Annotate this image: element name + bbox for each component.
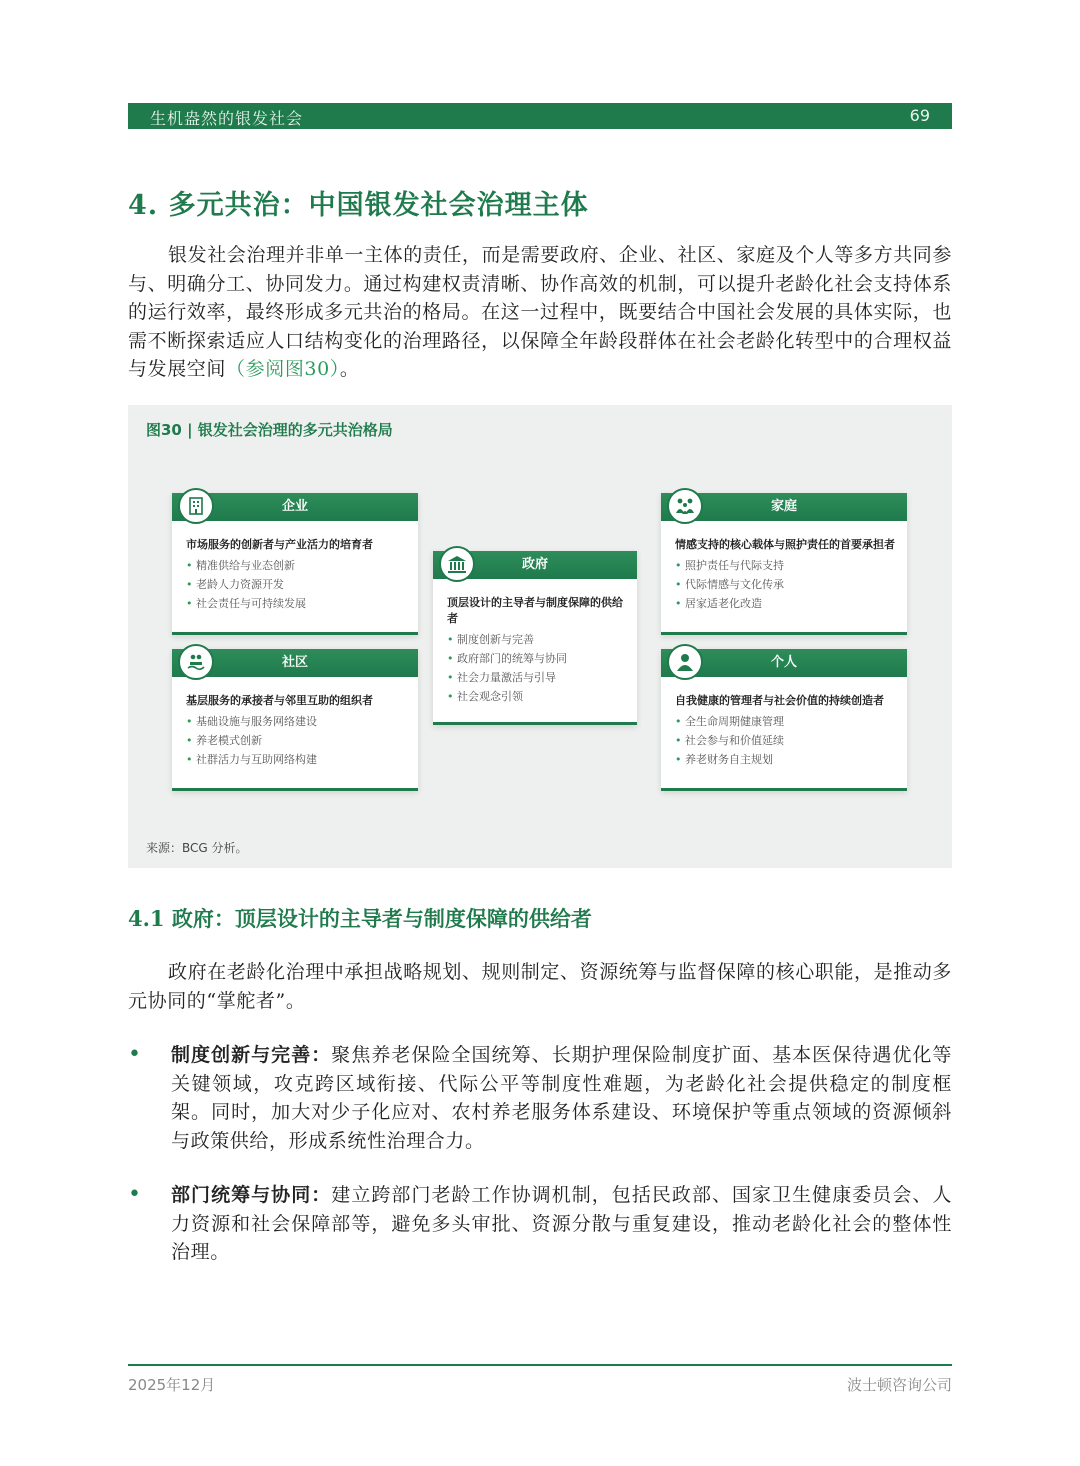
subsection-intro-text: 政府在老龄化治理中承担战略规划、规则制定、资源统筹与监督保障的核心职能，是推动多元协同的“掌舵者”。: [128, 961, 953, 1012]
card-community: [172, 649, 418, 791]
running-header-title: 生机盎然的银发社会: [150, 109, 304, 128]
card-community-title: 社区: [172, 649, 418, 677]
card-government-title: 政府: [433, 551, 637, 579]
list-item: • 照护责任与代际支持: [675, 556, 897, 575]
bullet-dot-icon: •: [128, 1042, 141, 1067]
list-item: • 社会参与和价值延续: [675, 731, 897, 750]
figure-source: 来源：BCG 分析。: [146, 841, 248, 855]
list-item: • 代际情感与文化传承: [675, 575, 897, 594]
footer-date: 2025年12月: [128, 1376, 216, 1394]
subsection-title: 4.1 政府：顶层设计的主导者与制度保障的供给者: [128, 906, 592, 931]
page-number: 69: [909, 106, 930, 125]
card-enterprise-list: [186, 556, 408, 613]
family-icon: [667, 488, 703, 524]
intro-end: 。: [339, 358, 360, 381]
list-item: • 养老模式创新: [186, 731, 408, 750]
person-icon: [667, 644, 703, 680]
list-item: • 社会观念引领: [447, 687, 627, 706]
list-item: • 老龄人力资源开发: [186, 575, 408, 594]
card-community-body: [186, 693, 408, 769]
bullet-text: [171, 1181, 952, 1267]
list-item: • 全生命周期健康管理: [675, 712, 897, 731]
figure-30: [128, 405, 952, 868]
card-community-list: [186, 712, 408, 769]
bullet-label: 制度创新与完善：: [171, 1044, 332, 1066]
community-hand-icon: [178, 644, 214, 680]
list-item: • 社群活力与互助网络构建: [186, 750, 408, 769]
list-item: • 精准供给与业态创新: [186, 556, 408, 575]
figure-title: 图30 | 银发社会治理的多元共治格局: [146, 421, 393, 439]
list-item: • 制度创新与完善: [447, 630, 627, 649]
figure-reference-link[interactable]: （参阅图30）: [226, 358, 340, 381]
building-icon: [178, 488, 214, 524]
card-individual-list: [675, 712, 897, 769]
card-community-lead: 基层服务的承接者与邻里互助的组织者: [186, 694, 373, 707]
list-item: • 居家适老化改造: [675, 594, 897, 613]
card-individual-lead: 自我健康的管理者与社会价值的持续创造者: [675, 694, 884, 707]
card-government: [433, 551, 637, 725]
card-family-title: 家庭: [661, 493, 907, 521]
card-enterprise: [172, 493, 418, 635]
card-enterprise-title: 企业: [172, 493, 418, 521]
footer-company: 波士顿咨询公司: [846, 1376, 952, 1394]
list-item: • 养老财务自主规划: [675, 750, 897, 769]
intro-text: 银发社会治理并非单一主体的责任，而是需要政府、企业、社区、家庭及个人等多方共同参与、明确分工、协同发力。通过构建权责清晰、协作高效的机制，可以提升老龄化社会支持体系的运行效率，最终形成多元共治的格局。在这一过程中，既要结合中国社会发展的具体实际，也需不断探索适应人口结构变化的治理路径，以保障全年龄段群体在社会老龄化转型中的合理权益与发展空间: [128, 244, 953, 381]
list-item: • 社会力量激活与引导: [447, 668, 627, 687]
section-title: 4. 多元共治：中国银发社会治理主体: [128, 190, 589, 221]
card-enterprise-body: [186, 537, 408, 613]
subsection-intro-paragraph: [128, 958, 952, 1015]
card-government-lead: 顶层设计的主导者与制度保障的供给者: [447, 596, 623, 625]
card-family: [661, 493, 907, 635]
bullet-dot-icon: •: [128, 1182, 141, 1207]
government-building-icon: [439, 546, 475, 582]
card-individual-body: [675, 693, 897, 769]
bullet-body: 聚焦养老保险全国统筹、长期护理保险制度扩面、基本医保待遇优化等关键领域，攻克跨区域衔接、代际公平等制度性难题，为老龄化社会提供稳定的制度框架。同时，加大对少子化应对、农村养老服务体系建设、环境保护等重点领域的资源倾斜与政策供给，形成系统性治理合力。: [171, 1044, 952, 1152]
bullet-body: 建立跨部门老龄工作协调机制，包括民政部、国家卫生健康委员会、人力资源和社会保障部等，避免多头审批、资源分散与重复建设，推动老龄化社会的整体性治理。: [171, 1184, 952, 1264]
card-individual: [661, 649, 907, 791]
card-individual-title: 个人: [661, 649, 907, 677]
header-bar: [128, 103, 952, 129]
intro-paragraph: [128, 241, 952, 384]
list-item: • 基础设施与服务网络建设: [186, 712, 408, 731]
card-government-list: [447, 630, 627, 706]
card-government-body: [447, 595, 627, 706]
card-family-lead: 情感支持的核心载体与照护责任的首要承担者: [675, 538, 895, 551]
bullet-text: [171, 1041, 952, 1155]
footer-divider: [128, 1364, 952, 1366]
bullet-label: 部门统筹与协同：: [171, 1184, 332, 1206]
card-family-list: [675, 556, 897, 613]
list-item: • 社会责任与可持续发展: [186, 594, 408, 613]
card-family-body: [675, 537, 897, 613]
list-item: • 政府部门的统筹与协同: [447, 649, 627, 668]
card-enterprise-lead: 市场服务的创新者与产业活力的培育者: [186, 538, 373, 551]
